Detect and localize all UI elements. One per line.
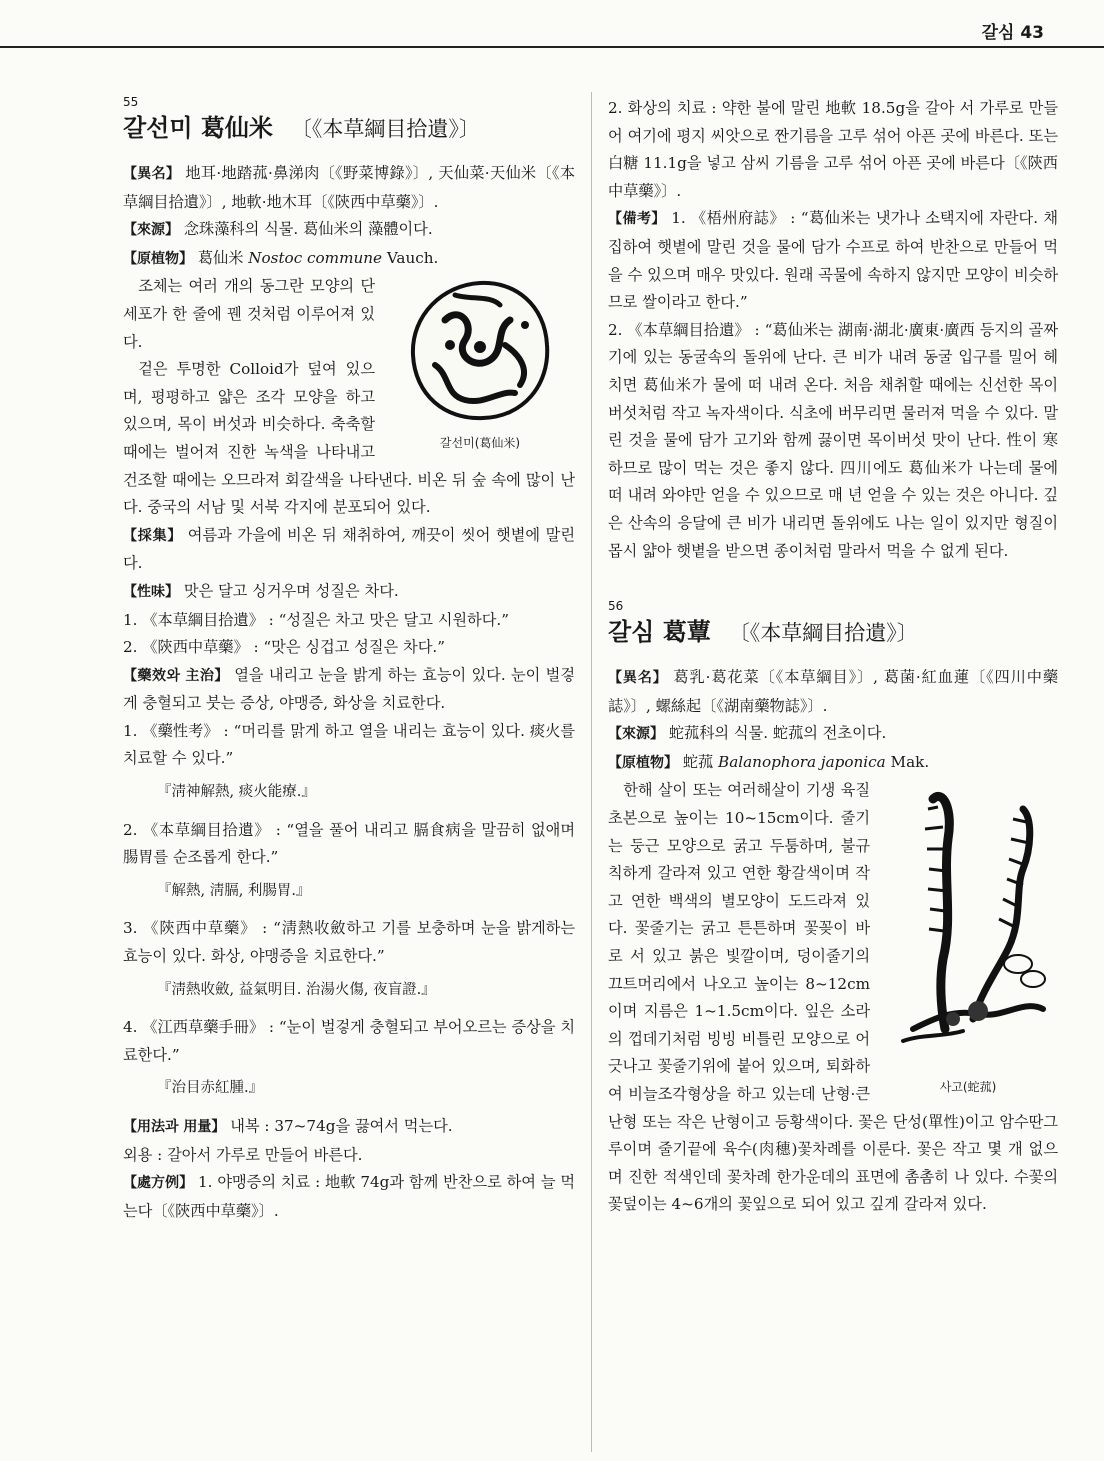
classical-quote: 『淸神解熱, 痰火能療.』 [157,784,316,801]
recipe-1: 1. 야맹증의 치료 : 地軟 74g과 함께 반찬으로 하여 늘 먹는다〔《陝西中草藥》〕. [123,1173,576,1220]
plant-author: Vauch. [386,248,439,267]
citation: 2. 《陝西中草藥》 : “맛은 싱겁고 성질은 차다.” [123,638,445,657]
description-paragraph: 한해 살이 또는 여러해살이 기생 육질초본으로 높이는 10~15cm이다. 줄기는 둥근 모양으로 굵고 두툼하며, 불규칙하게 갈라져 있고 연한 황갈색이며 작고 연한 백색의 별모양이 도드라져 있다. 꽃줄기는 굵고 튼튼하며 꽃꽂이 바로 서 있고 붉은 빛깔이며, 덩이줄기의 끄트머리에서 나오고 높이는 8~12cm이며 지름은 1~1.5cm이다. 잎은 소라의 껍데기처럼 빙빙 비틀린 모양으로 어긋나고 꽃줄기위에 붙어 있으며, 퇴화하여 비늘조각형상을 하고 있는데 난형·큰 난형 또는 작은 난형이고 등황색이다. 꽃은 단성(單性)이고 암수딴그루이며 줄기끝에 육수(肉穗)꽃차례를 이룬다. 꽃은 작고 몇 개 없으며 진한 적색인데 꽃차례 한가운데의 표면에 촘촘히 나 있다. 수꽃의 꽃덮이는 4~6개의 꽃잎으로 되어 있고 깊게 갈라져 있다. [608,781,1058,1214]
plant-latin: Balanophora japonica [718,752,886,771]
alias-text: 地耳·地踏菰·鼻涕肉〔《野菜博錄》〕, 天仙菜·天仙米〔《本草綱目拾遺》〕, 地軟·地木耳〔《陝西中草藥》〕. [123,164,576,211]
origin-section [123,216,575,245]
plant-label: 【原植物】 [608,754,678,771]
effect-section [123,662,575,718]
effect-label: 【藥效와 主治】 [123,667,229,684]
balanophora-illustration [883,779,1053,1069]
citation: 3. 《陝西中草藥》 : “淸熱收斂하고 기를 보충하며 눈을 밝게하는 효능이 있다. 화상, 야맹증을 치료한다.” [123,919,575,966]
note-2: 2. 《本草綱目拾遺》 : “葛仙米는 湖南·湖北·廣東·廣西 등지의 골짜기에 있는 동굴속의 돌위에 난다. 큰 비가 내려 동굴 입구를 밀어 헤치면 葛仙米가 물에 떠 내려 온다. 처음 채취할 때에는 신선한 목이버섯처럼 작고 녹자색이다. 식초에 버무리면 물러져 먹을 수 있다. 말린 것을 물에 담가 고기와 함께 끓이면 목이버섯 맛이 난다. 性이 寒하므로 많이 먹는 것은 좋지 않다. 四川에도 葛仙米가 나는데 물에 떠 내려 와야만 얻을 수 있으므로 매 년 얻을 수 있는 것은 아니다. 깊은 산속의 응달에 큰 비가 내리면 돌위에도 나는 일이 있지만 형질이 몹시 얇아 햇볕을 받으면 종이처럼 말라서 먹을 수 없게 된다. [608,320,1058,560]
origin-label: 【來源】 [123,222,179,239]
entry-source: 〔《本草綱目拾遺》〕 [290,117,480,141]
plant-label: 【原植物】 [123,250,193,267]
recipe-label: 【處方例】 [123,1175,194,1192]
right-column [608,95,1058,1219]
recipe-2: 2. 화상의 치료 : 약한 불에 말린 地軟 18.5g을 갈아 서 가루로 만들어 여기에 평지 씨앗으로 짠기름을 고루 섞어 아픈 곳에 바른다. 또는 白糖 11.1g을 넣고 삼씨 기름을 고루 섞어 아픈 곳에 바른다〔《陝西中草藥》〕. [608,99,1058,200]
origin-label: 【來源】 [608,726,664,743]
left-column [123,95,575,1225]
page-header: 갈심 43 [981,23,1044,43]
entry-title [608,615,1058,650]
citation: 4. 《江西草藥手冊》 : “눈이 벌겋게 충혈되고 부어오르는 증상을 치료한다.” [123,1018,575,1064]
description-paragraph: 겉은 투명한 Colloid가 덮여 있으며, 평평하고 얇은 조각 모양을 하고 있으며, 목이 버섯과 비슷하다. 축축할 때에는 벌어져 진한 녹색을 나타내고 건조할 때에는 오므라져 회갈색을 나타낸다. 비온 뒤 숲 속에 많이 난다. 중국의 서남 및 서북 각지에 분포되어 있다. [123,360,575,517]
entry-number: 56 [608,599,624,614]
figure-caption: 사고(蛇菰) [939,1080,997,1095]
usage-external: 외용 : 갈아서 가루로 만들어 바른다. [123,1145,363,1164]
column-divider [591,92,592,1452]
origin-text: 念珠藻科의 식물. 葛仙米의 藻體이다. [183,220,433,239]
figure-caption: 갈선미(葛仙米) [439,435,521,450]
classical-quote: 『治目赤紅腫.』 [157,1080,264,1097]
usage-section [123,1113,575,1142]
plant-name: 蛇菰 [682,752,714,771]
origin-section [608,720,1058,749]
origin-text: 蛇菰科의 식물. 蛇菰의 전초이다. [668,724,887,743]
effect-text: 열을 내리고 눈을 밝게 하는 효능이 있다. 눈이 벌겋게 충혈되고 붓는 증상, 야맹증, 화상을 치료한다. [123,665,576,713]
alias-text: 葛乳·葛花菜〔《本草綱目》〕, 葛菌·紅血蓮〔《四川中藥誌》〕, 螺絲起〔《湖南藥物誌》〕. [608,668,1059,715]
entry-number: 55 [123,95,139,109]
plant-latin: Nostoc commune [248,248,383,267]
plant-section [608,749,1058,778]
collect-label: 【採集】 [123,527,183,544]
classical-quote: 『淸熱收斂, 益氣明目. 治湯火傷, 夜盲證.』 [157,981,436,998]
plant-name: 葛仙米 [197,248,244,267]
nostoc-illustration [405,275,555,425]
plant-author: Mak. [890,752,930,771]
usage-label: 【用法과 用量】 [123,1119,226,1135]
figure-nostoc [385,275,575,451]
alias-label: 【異名】 [608,670,668,687]
entry-title [123,111,575,146]
note-section [608,205,1058,316]
collect-section [123,522,575,578]
alias-section [123,160,575,216]
figure-balanophora [878,779,1058,1095]
taste-section [123,578,575,607]
citation: 1. 《本草綱目拾遺》 : “성질은 차고 맛은 달고 시원하다.” [123,610,509,629]
citation: 1. 《藥性考》 : “머리를 맑게 하고 열을 내리는 효능이 있다. 痰火를 치료할 수 있다.” [123,721,575,768]
note-label: 【備考】 [608,211,666,228]
recipe-section [123,1169,575,1225]
header-rule [0,46,1104,48]
alias-section [608,664,1058,720]
plant-section [123,245,575,274]
collect-text: 여름과 가을에 비온 뒤 채취하여, 깨끗이 씻어 햇볕에 말린다. [123,525,576,573]
entry-title-text: 갈선미 葛仙米 [123,113,273,142]
taste-label: 【性味】 [123,583,179,600]
note-1: 1. 《梧州府誌》 : “葛仙米는 냇가나 소택지에 자란다. 채집하여 햇볕에 말린 것을 물에 담가 수프로 하여 반찬으로 만들어 먹을 수 있으며 매우 맛있다. 원래 곡물에 속하지 않지만 모양이 비슷하므로 쌀이라고 한다.” [608,209,1059,312]
entry-spacer [608,565,1058,599]
description-paragraph: 조체는 여러 개의 동그란 모양의 단세포가 한 줄에 꿴 것처럼 이루어져 있다. [123,277,375,351]
citation: 2. 《本草綱目拾遺》 : “열을 풀어 내리고 膈食病을 말끔히 없애며 腸胃를 순조롭게 한다.” [123,820,575,867]
taste-text: 맛은 달고 싱거우며 성질은 차다. [183,581,399,600]
usage-text: 내복 : 37~74g을 끓여서 먹는다. [230,1117,453,1135]
entry-source: 〔《本草綱目拾遺》〕 [728,621,918,646]
entry-title-text: 갈심 葛蕈 [608,617,711,647]
alias-label: 【異名】 [123,166,181,182]
classical-quote: 『解熱, 淸膈, 利腸胃.』 [157,882,311,899]
